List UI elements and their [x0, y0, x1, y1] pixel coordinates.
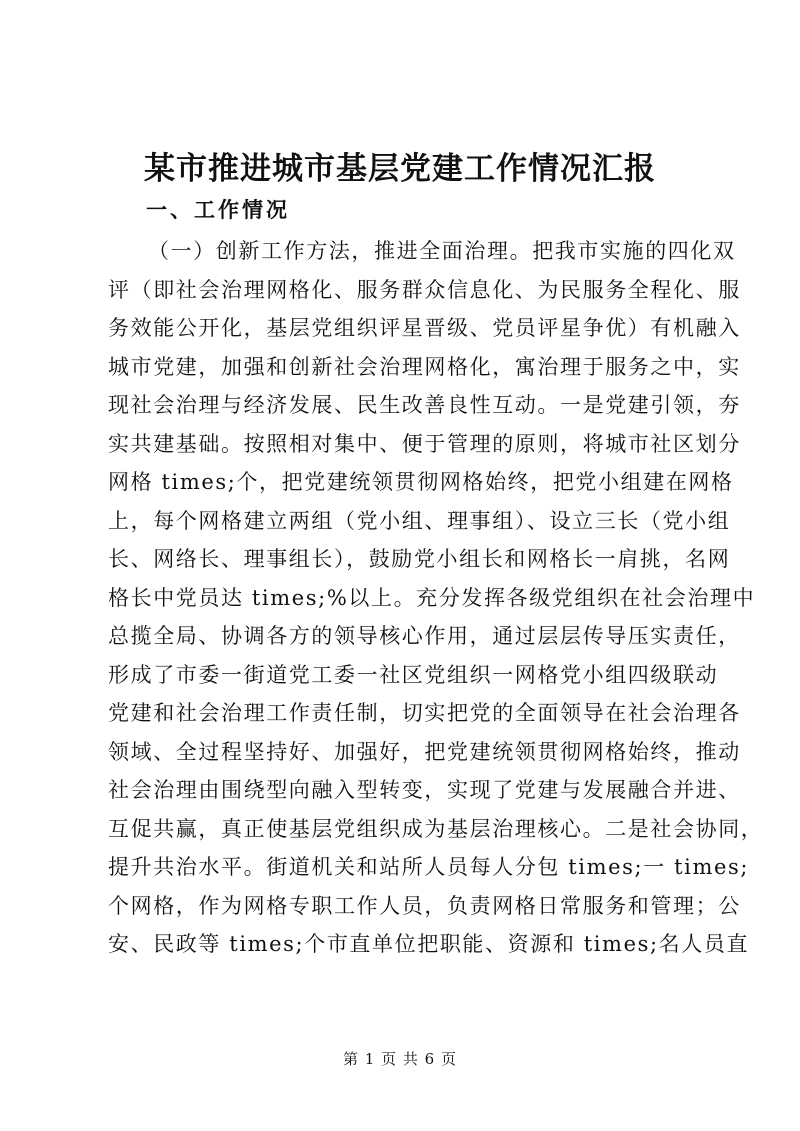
body-line: 长、网络长、理事组长），鼓励党小组长和网格长一肩挑，名网 — [108, 547, 731, 571]
body-line: 务效能公开化，基层党组织评星晋级、党员评星争优）有机融入 — [108, 316, 741, 340]
body-line: 总揽全局、协调各方的领导核心作用，通过层层传导压实责任， — [108, 624, 741, 648]
body-line: （一）创新工作方法，推进全面治理。把我市实施的四化双 — [148, 239, 736, 263]
body-line: 上，每个网格建立两组（党小组、理事组）、设立三长（党小组 — [108, 508, 731, 533]
body-line: 格长中党员达 times;%以上。充分发挥各级党组织在社会治理中 — [108, 585, 756, 610]
page-footer: 第 1 页 共 6 页 — [343, 1050, 457, 1068]
body-line: 安、民政等 times;个市直单位把职能、资源和 times;名人员直 — [108, 932, 750, 956]
body-paragraph — [108, 232, 764, 964]
body-line: 现社会治理与经济发展、民生改善良性互动。一是党建引领，夯 — [108, 393, 741, 417]
body-line: 实共建基础。按照相对集中、便于管理的原则，将城市社区划分 — [108, 431, 741, 456]
body-line: 网格 times;个，把党建统领贯彻网格始终，把党小组建在网格 — [108, 470, 734, 494]
body-line: 互促共赢，真正使基层党组织成为基层治理核心。二是社会协同， — [108, 816, 764, 841]
body-line: 社会治理由围绕型向融入型转变，实现了党建与发展融合并进、 — [108, 778, 741, 802]
page-title: 某市推进城市基层党建工作情况汇报 — [144, 151, 656, 187]
body-line: 形成了市委一街道党工委一社区党组织一网格党小组四级联动 — [108, 662, 719, 687]
body-line: 党建和社会治理工作责任制，切实把党的全面领导在社会治理各 — [108, 701, 741, 725]
body-line: 城市党建，加强和创新社会治理网格化，寓治理于服务之中，实 — [108, 354, 741, 379]
body-line: 评（即社会治理网格化、服务群众信息化、为民服务全程化、服 — [108, 277, 741, 302]
section-heading: 一、工作情况 — [146, 197, 290, 222]
body-line: 个网格，作为网格专职工作人员，负责网格日常服务和管理；公 — [108, 893, 741, 918]
body-line: 提升共治水平。街道机关和站所人员每人分包 times;一 times; — [108, 855, 750, 879]
body-line: 领域、全过程坚持好、加强好，把党建统领贯彻网格始终，推动 — [108, 739, 741, 764]
